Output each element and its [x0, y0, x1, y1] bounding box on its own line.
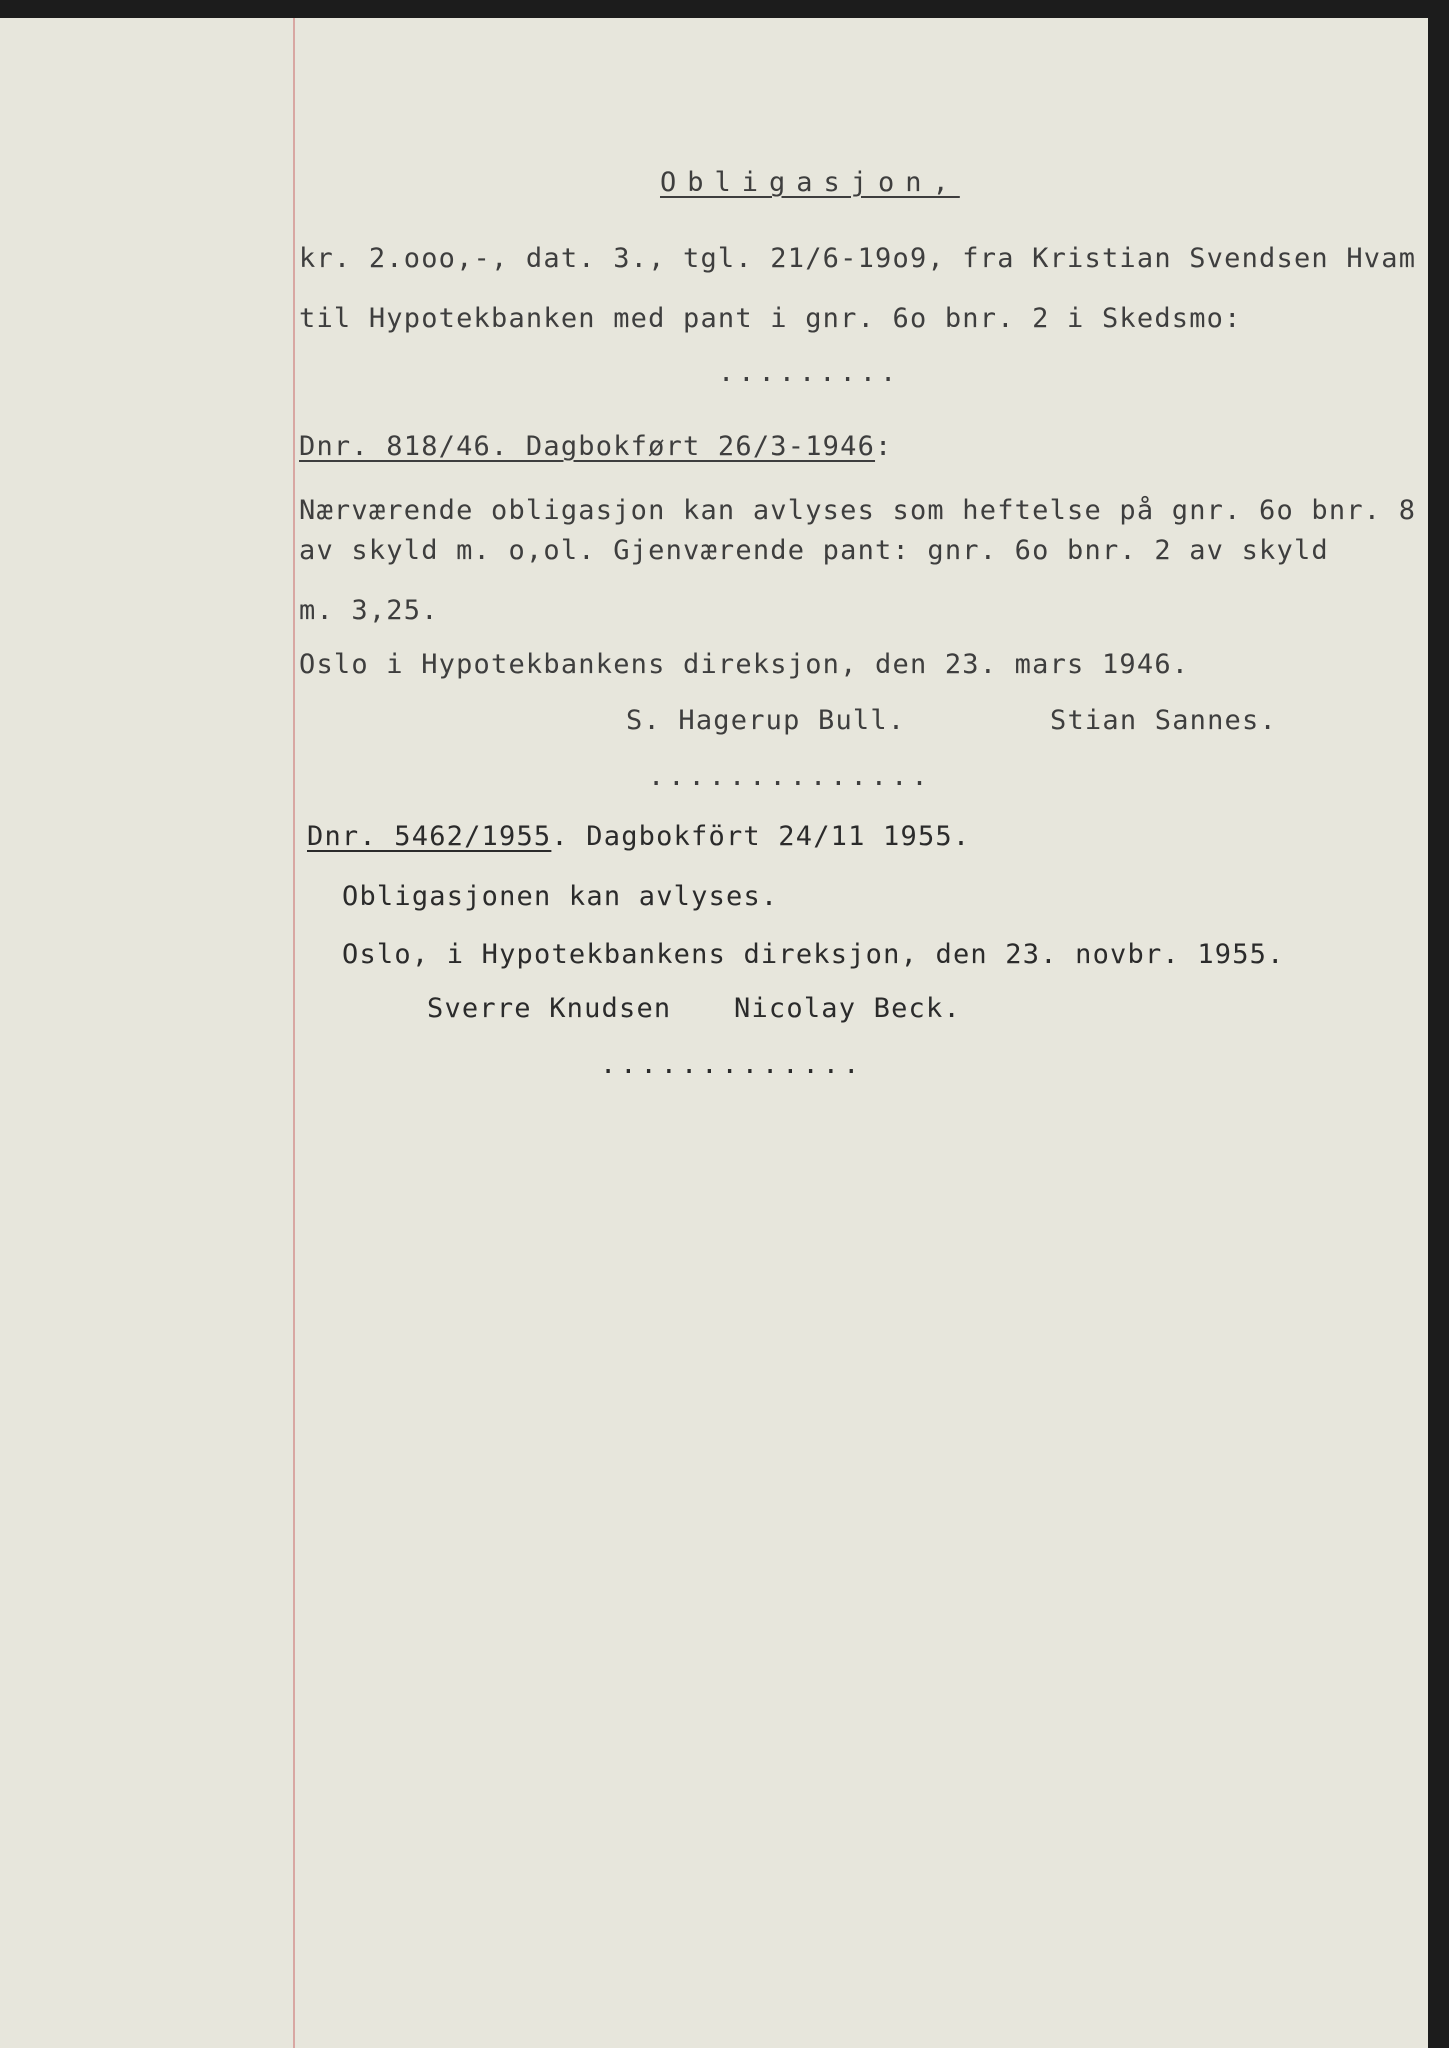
separator-3: ............. [600, 1049, 864, 1080]
entry1-place-date: Oslo i Hypotekbankens direksjon, den 23. mars 1946. [299, 649, 1190, 680]
document-title: Obligasjon, [660, 167, 960, 198]
separator-1: ......... [718, 357, 901, 388]
header-line-1: kr. 2.ooo,-, dat. 3., tgl. 21/6-19o9, fra Kristian Svendsen Hvam [299, 243, 1417, 274]
header-line-2: til Hypotekbanken med pant i gnr. 6o bnr. 2 i Skedsmo: [299, 303, 1242, 334]
entry2-signature-2: Nicolay Beck. [734, 993, 961, 1024]
entry2-reference [307, 820, 970, 854]
entry2-reference-dnr: Dnr. 5462/1955 [307, 821, 552, 852]
entry1-reference [299, 430, 893, 464]
entry1-reference-colon: : [875, 431, 893, 462]
entry1-reference-text: Dnr. 818/46. Dagbokført 26/3-1946 [299, 431, 876, 462]
margin-line [293, 18, 295, 2048]
entry2-reference-rest: . Dagbokfört 24/11 1955. [551, 821, 971, 852]
entry1-line-3: m. 3,25. [299, 595, 439, 626]
entry1-signature-1: S. Hagerup Bull. [626, 705, 906, 736]
separator-2: .............. [648, 761, 932, 792]
entry2-signature-1: Sverre Knudsen [427, 993, 672, 1024]
entry2-line-1: Obligasjonen kan avlyses. [342, 881, 779, 912]
entry2-place-date: Oslo, i Hypotekbankens direksjon, den 23. novbr. 1955. [342, 939, 1285, 970]
entry1-signature-2: Stian Sannes. [1050, 705, 1277, 736]
document-page [0, 18, 1428, 2048]
entry1-line-1: Nærværende obligasjon kan avlyses som heftelse på gnr. 6o bnr. 8 [299, 495, 1417, 526]
entry1-line-2: av skyld m. o,ol. Gjenværende pant: gnr. 6o bnr. 2 av skyld [299, 535, 1329, 566]
